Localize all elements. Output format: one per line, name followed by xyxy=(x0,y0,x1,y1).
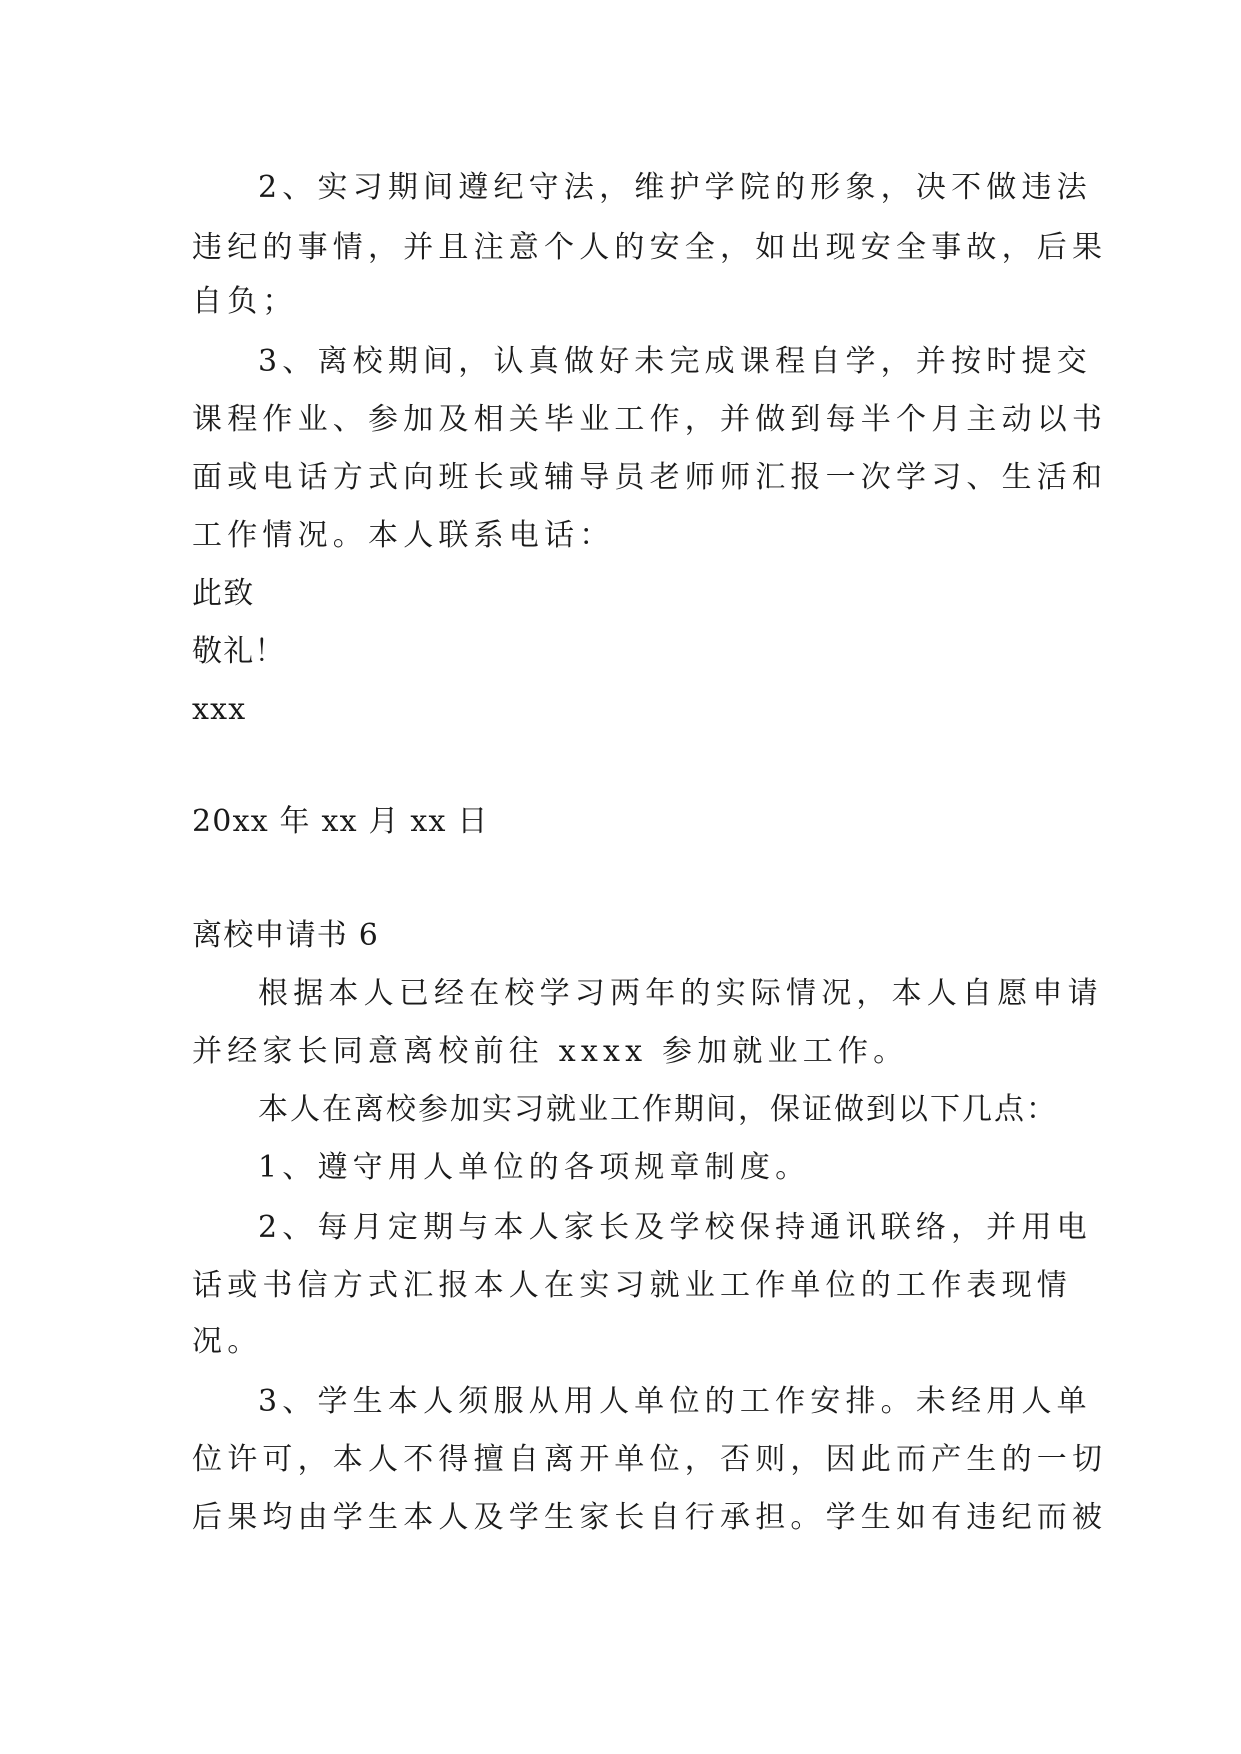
rule-item-3-line-1: 3、学生本人须服从用人单位的工作安排。未经用人单 xyxy=(258,1384,1092,1419)
signature: xxx xyxy=(192,692,247,727)
item-2-line-3: 自负； xyxy=(192,284,298,319)
item-3-line-1: 3、离校期间，认真做好未完成课程自学，并按时提交 xyxy=(258,344,1092,379)
rule-item-2-line-2: 话或书信方式汇报本人在实习就业工作单位的工作表现情 xyxy=(192,1268,1072,1303)
section-title: 离校申请书 6 xyxy=(192,918,380,953)
item-2-line-2: 违纪的事情，并且注意个人的安全，如出现安全事故，后果 xyxy=(192,230,1108,265)
rule-item-1: 1、遵守用人单位的各项规章制度。 xyxy=(258,1150,811,1185)
pledge-line: 本人在离校参加实习就业工作期间，保证做到以下几点： xyxy=(258,1092,1058,1127)
rule-item-3-line-3: 后果均由学生本人及学生家长自行承担。学生如有违纪而被 xyxy=(192,1500,1108,1535)
rule-item-2-line-1: 2、每月定期与本人家长及学校保持通讯联络，并用电 xyxy=(258,1210,1092,1245)
closing-salutation: 此致 xyxy=(192,576,255,611)
item-3-line-3: 面或电话方式向班长或辅导员老师师汇报一次学习、生活和 xyxy=(192,460,1108,495)
date-line: 20xx 年 xx 月 xx 日 xyxy=(192,804,489,839)
rule-item-3-line-2: 位许可，本人不得擅自离开单位，否则，因此而产生的一切 xyxy=(192,1442,1108,1477)
intro-line-2: 并经家长同意离校前往 xxxx 参加就业工作。 xyxy=(192,1034,909,1069)
closing-regards: 敬礼！ xyxy=(192,634,286,669)
item-3-line-4: 工作情况。本人联系电话： xyxy=(192,518,615,553)
item-3-line-2: 课程作业、参加及相关毕业工作，并做到每半个月主动以书 xyxy=(192,402,1108,437)
intro-line-1: 根据本人已经在校学习两年的实际情况，本人自愿申请 xyxy=(258,976,1103,1011)
rule-item-2-line-3: 况。 xyxy=(192,1324,263,1359)
item-2-line-1: 2、实习期间遵纪守法，维护学院的形象，决不做违法 xyxy=(258,170,1092,205)
